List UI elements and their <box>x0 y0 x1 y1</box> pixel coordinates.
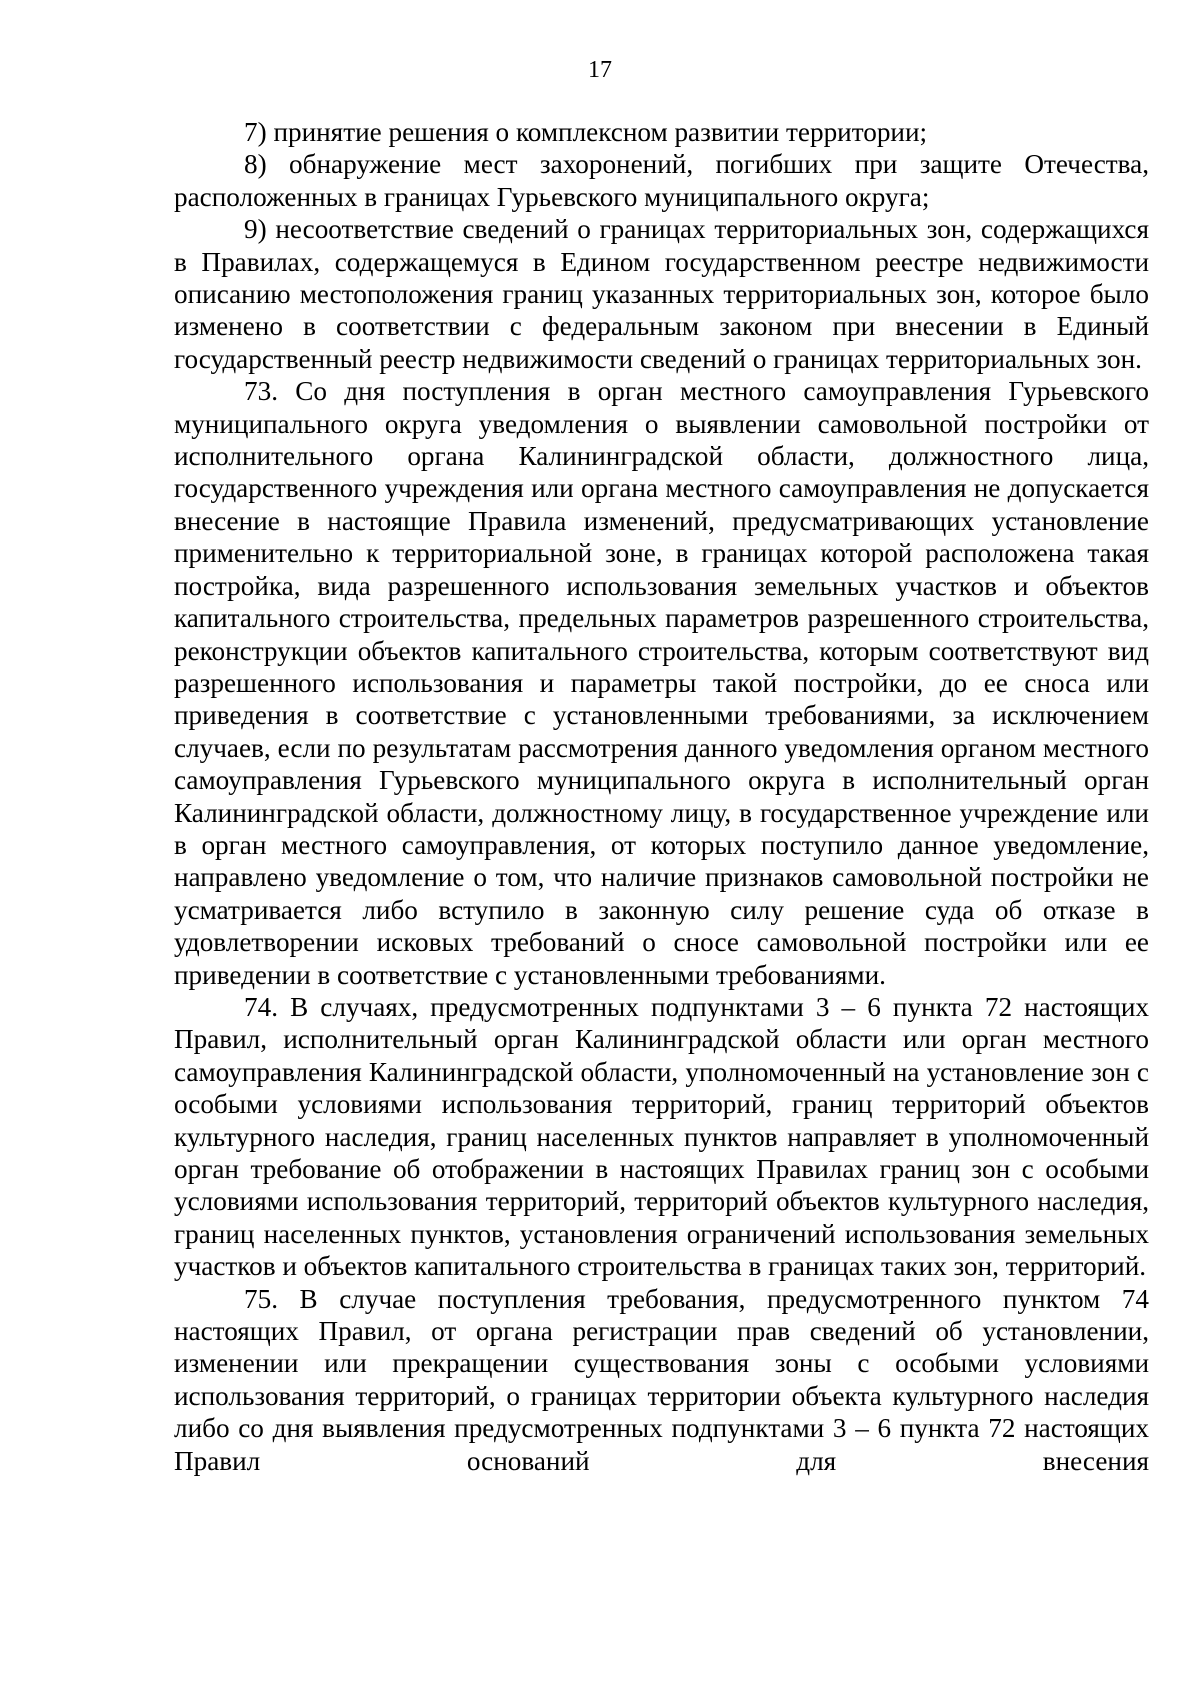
page-number: 17 <box>588 57 612 83</box>
list-item-8: 8) обнаружение мест захоронений, погибших при защите Отечества, расположенных в границах Гурьевского муниципального округа; <box>174 149 1149 212</box>
clause-74: 74. В случаях, предусмотренных подпунктами 3 – 6 пункта 72 настоящих Правил, исполнительный орган Калининградской области или орган местного самоуправления Калининградской области, уполномоченный на установление зон с особыми условиями использования территорий, границ территорий объектов культурного наследия, границ населенных пунктов направляет в уполномоченный орган требование об отображении в настоящих Правилах границ зон с особыми условиями использования территорий, территорий объектов культурного наследия, границ населенных пунктов, установления ограничений использования земельных участков и объектов капитального строительства в границах таких зон, территорий. <box>174 991 1149 1282</box>
clause-73: 73. Со дня поступления в орган местного самоуправления Гурьевского муниципального округа уведомления о выявлении самовольной постройки от исполнительного органа Калининградской области, должностного лица, государственного учреждения или органа местного самоуправления не допускается внесение в настоящие Правила изменений, предусматривающих установление применительно к территориальной зоне, в границах которой расположена такая постройка, вида разрешенного использования земельных участков и объектов капитального строительства, предельных параметров разрешенного строительства, реконструкции объектов капитального строительства, которым соответствуют вид разрешенного использования и параметры такой постройки, до ее сноса или приведения в соответствие с установленными требованиями, за исключением случаев, если по результатам рассмотрения данного уведомления органом местного самоуправления Гурьевского муниципального округа в исполнительный орган Калининградской области, должностному лицу, в государственное учреждение или в орган местного самоуправления, от которых поступило данное уведомление, направлено уведомление о том, что наличие признаков самовольной постройки не усматривается либо вступило в законную силу решение суда об отказе в удовлетворении исковых требований о сносе самовольной постройки или ее приведении в соответствие с установленными требованиями. <box>174 376 1149 990</box>
document-body <box>174 116 1149 1477</box>
list-item-9: 9) несоответствие сведений о границах территориальных зон, содержащихся в Правилах, содержащемуся в Едином государственном реестре недвижимости описанию местоположения границ указанных территориальных зон, которое было изменено в соответствии с федеральным законом при внесении в Единый государственный реестр недвижимости сведений о границах территориальных зон. <box>174 214 1149 374</box>
list-item-7: 7) принятие решения о комплексном развитии территории; <box>244 117 928 147</box>
clause-75: 75. В случае поступления требования, предусмотренного пунктом 74 настоящих Правил, от органа регистрации прав сведений об установлении, изменении или прекращении существования зоны с особыми условиями использования территорий, о границах территории объекта культурного наследия либо со дня выявления предусмотренных подпунктами 3 – 6 пункта 72 настоящих Правил оснований для внесения <box>174 1283 1149 1476</box>
